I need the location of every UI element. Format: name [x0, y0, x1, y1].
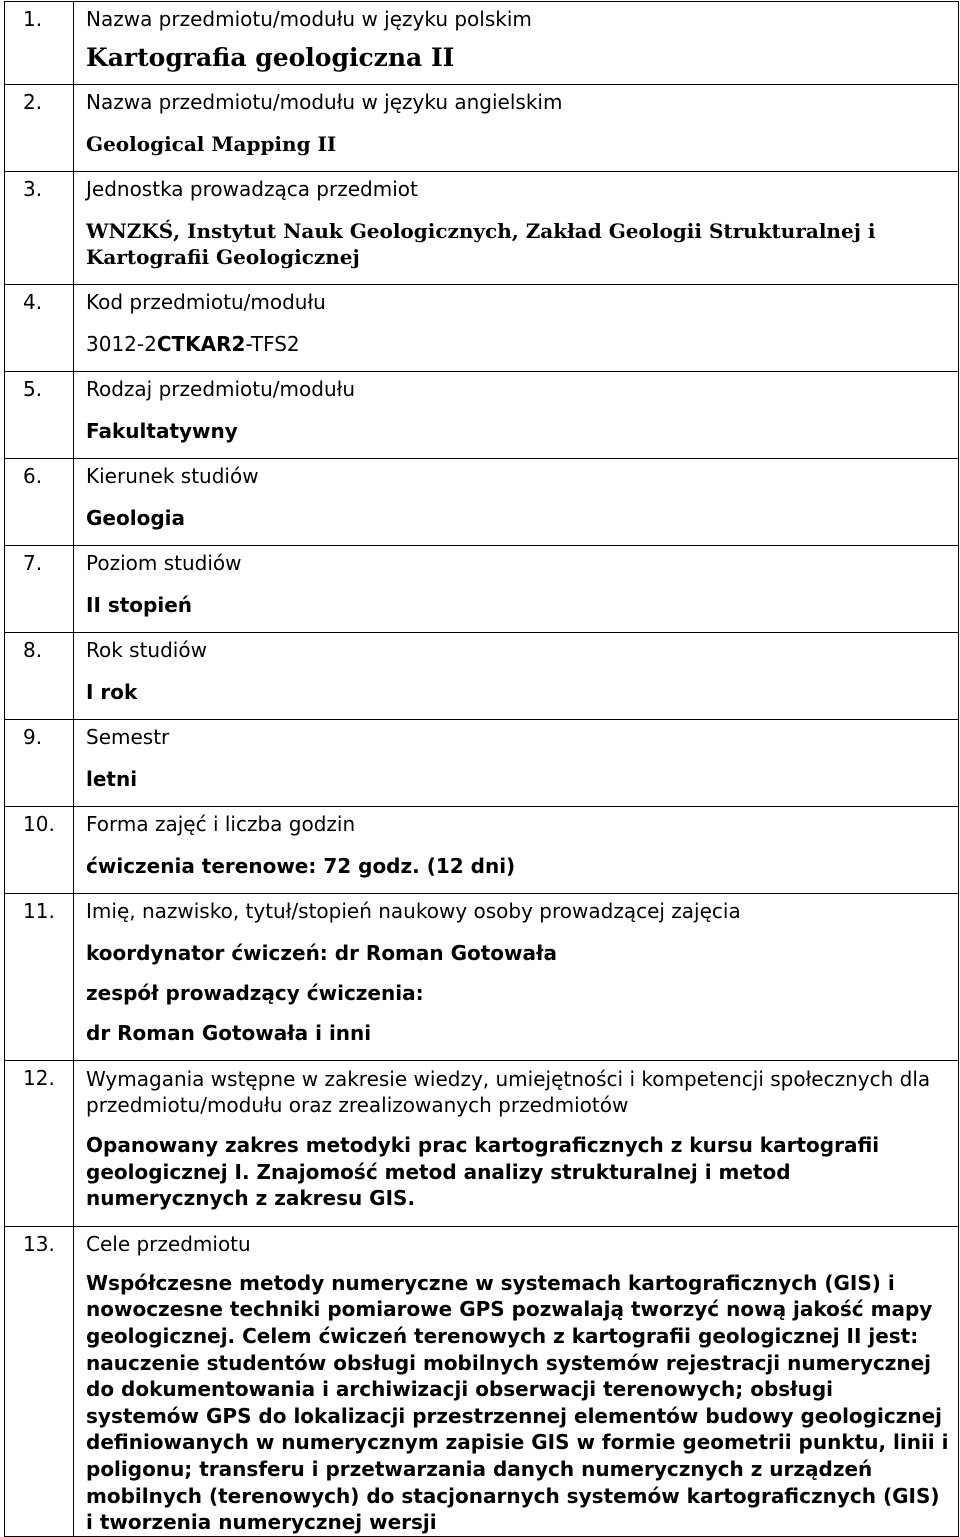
- row-number-cell: [5, 633, 74, 720]
- row-number-cell: [5, 546, 74, 633]
- field-label: Rok studiów: [86, 638, 207, 662]
- row-number-cell: [5, 807, 74, 894]
- field-of-study: Geologia: [86, 506, 185, 530]
- row-number-cell: [5, 1226, 74, 1536]
- table-row: [5, 546, 959, 633]
- row-content-cell: [74, 172, 959, 285]
- field-label: Imię, nazwisko, tytuł/stopień naukowy osoby prowadzącej zajęcia: [86, 899, 741, 923]
- field-label: Nazwa przedmiotu/modułu w języku polskim: [86, 7, 532, 31]
- row-number-cell: [5, 85, 74, 172]
- class-form-hours: ćwiczenia terenowe: 72 godz. (12 dni): [86, 854, 516, 878]
- row-content-cell: [74, 546, 959, 633]
- row-number: 11.: [23, 899, 55, 923]
- course-description-table: [4, 1, 959, 1537]
- row-number-cell: [5, 894, 74, 1061]
- row-number: 1.: [23, 7, 43, 31]
- course-code-core: CTKAR2: [156, 332, 246, 356]
- coordinator: koordynator ćwiczeń: dr Roman Gotowała: [86, 941, 557, 965]
- row-content-cell: [74, 720, 959, 807]
- table-row: [5, 459, 959, 546]
- field-label: Cele przedmiotu: [86, 1231, 251, 1256]
- table-row: [5, 894, 959, 1061]
- field-label: Rodzaj przedmiotu/modułu: [86, 377, 355, 401]
- table-row: [5, 720, 959, 807]
- study-level: II stopień: [86, 593, 193, 617]
- row-number-cell: [5, 372, 74, 459]
- field-label: Wymagania wstępne w zakresie wiedzy, umiejętności i kompetencji społecznych dla przedmiotu/modułu oraz zrealizowanych przedmiotów: [86, 1067, 931, 1117]
- table-row: [5, 85, 959, 172]
- row-content-cell: [74, 459, 959, 546]
- course-code: [86, 331, 950, 357]
- row-number-cell: [5, 285, 74, 372]
- row-number: 2.: [23, 90, 43, 114]
- table-row: [5, 1226, 959, 1536]
- course-type: Fakultatywny: [86, 419, 238, 443]
- row-number: 5.: [23, 377, 43, 401]
- row-number-cell: [5, 2, 74, 85]
- field-label: Poziom studiów: [86, 551, 242, 575]
- row-number-cell: [5, 459, 74, 546]
- row-number-cell: [5, 1061, 74, 1227]
- row-number: 12.: [23, 1066, 55, 1090]
- table-row: [5, 285, 959, 372]
- row-number: 3.: [23, 177, 43, 201]
- field-label: Kierunek studiów: [86, 464, 259, 488]
- table-row: [5, 2, 959, 85]
- row-content-cell: [74, 1061, 959, 1227]
- row-number-cell: [5, 720, 74, 807]
- year-of-study: I rok: [86, 680, 138, 704]
- table-row: [5, 172, 959, 285]
- row-number: 13.: [23, 1231, 55, 1256]
- teaching-team: dr Roman Gotowała i inni: [86, 1021, 372, 1045]
- field-label: Jednostka prowadząca przedmiot: [86, 177, 418, 201]
- row-content-cell: [74, 633, 959, 720]
- row-content-cell: [74, 894, 959, 1061]
- row-content-cell: [74, 85, 959, 172]
- table-row: [5, 372, 959, 459]
- field-label: Semestr: [86, 725, 170, 749]
- semester: letni: [86, 767, 138, 791]
- row-content-cell: [74, 2, 959, 85]
- prerequisites: Opanowany zakres metodyki prac kartograficznych z kursu kartografii geologicznej I. Znajomość metod analizy strukturalnej i metod numerycznych z zakresu GIS.: [86, 1133, 880, 1211]
- course-name-pl: Kartografia geologiczna II: [86, 43, 455, 72]
- table-row: [5, 633, 959, 720]
- row-number-cell: [5, 172, 74, 285]
- row-number: 10.: [23, 812, 55, 836]
- course-code-suffix: -TFS2: [245, 332, 300, 356]
- row-number: 4.: [23, 290, 43, 314]
- course-code-prefix: 3012-2: [86, 332, 157, 356]
- row-content-cell: [74, 807, 959, 894]
- field-label: Forma zajęć i liczba godzin: [86, 812, 356, 836]
- row-content-cell: [74, 285, 959, 372]
- field-label: Nazwa przedmiotu/modułu w języku angielskim: [86, 90, 563, 114]
- teaching-unit: WNZKŚ, Instytut Nauk Geologicznych, Zakład Geologii Strukturalnej i Kartografii Geologicznej: [86, 219, 876, 269]
- row-content-cell: [74, 372, 959, 459]
- table-row: [5, 1061, 959, 1227]
- teaching-team-label: zespół prowadzący ćwiczenia:: [86, 981, 424, 1005]
- row-number: 7.: [23, 551, 43, 575]
- course-objectives: Współczesne metody numeryczne w systemach kartograficznych (GIS) i nowoczesne techniki pomiarowe GPS pozwalają tworzyć nową jakość mapy geologicznej. Celem ćwiczeń terenowych z kartografii geologicznej II jest: nauczenie studentów obsługi mobilnych systemów rejestracji numerycznej do dokumentowania i archiwizacji obserwacji terenowych; obsługi systemów GPS do lokalizacji przestrzennej elementów budowy geologicznej definiowanych w numerycznym zapisie GIS w formie geometrii punktu, linii i poligonu; transferu i przetwarzania danych numerycznych z urządzeń mobilnych (terenowych) do stacjonarnych systemów kartograficznych (GIS) i tworzenia numerycznej wersji: [86, 1270, 949, 1535]
- field-label: Kod przedmiotu/modułu: [86, 290, 326, 314]
- row-number: 8.: [23, 638, 43, 662]
- course-name-en: Geological Mapping II: [86, 132, 337, 156]
- row-content-cell: [74, 1226, 959, 1536]
- table-row: [5, 807, 959, 894]
- row-number: 6.: [23, 464, 43, 488]
- row-number: 9.: [23, 725, 43, 749]
